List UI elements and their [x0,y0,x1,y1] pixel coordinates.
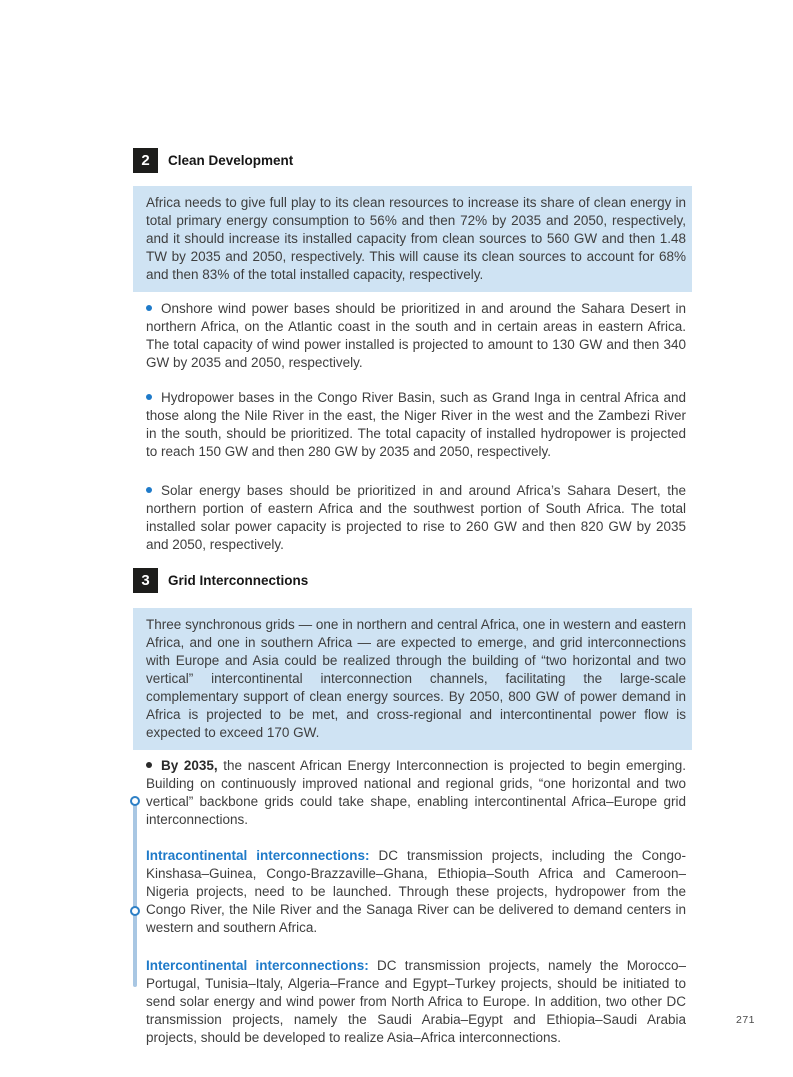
bullet-paragraph-solar [133,482,692,554]
section-number-badge: 3 [133,568,158,593]
paragraph-text: DC transmission projects, including the Congo-Kinshasa–Guinea, Congo-Brazzaville–Ghana, Ethiopia–South Africa and Cameroon–Nigeria projects, need to be launched. Through these projects, hydropower from the Congo River, the Nile River and the Sanaga River can be delivered to demand centers in western and southern Africa. [146,848,686,935]
paragraph-lead: Intracontinental interconnections: [146,848,370,863]
bullet-paragraph-by-2035 [133,757,692,829]
bullet-paragraph-hydro [133,389,692,461]
paragraph-text: DC transmission projects, namely the Morocco–Portugal, Tunisia–Italy, Algeria–France and Egypt–Turkey projects, should be initiated to send solar energy and wind power from North Africa to Europe. In addition, two other DC transmission projects, namely the Saudi Arabia–Egypt and Ethiopia–Saudi Arabia projects, should be developed to realize Asia–Africa interconnections. [146,958,686,1045]
highlight-box-clean-development: Africa needs to give full play to its clean resources to increase its share of clean energy in total primary energy consumption to 56% and then 72% by 2035 and 2050, respectively, and it should increase its installed capacity from clean sources to 560 GW and then 1.48 TW by 2035 and 2050, respectively. This will cause its clean sources to account for 68% and then 83% of the total installed capacity, respectively. [133,186,692,292]
side-marker-bar [133,801,137,987]
paragraph-text: Hydropower bases in the Congo River Basin, such as Grand Inga in central Africa and those along the Nile River in the east, the Niger River in the west and the Zambezi River in the south, should be prioritized. The total capacity of installed hydropower is projected to reach 150 GW and then 280 GW by 2035 and 2050, respectively. [146,390,686,459]
bullet-paragraph-wind [133,300,692,372]
section-header-clean-development [133,148,692,173]
paragraph-intercontinental [133,957,692,1047]
bullet-icon [146,394,152,400]
section-title: Grid Interconnections [168,572,309,588]
page-content [133,148,692,1047]
bullet-icon [146,762,152,768]
highlight-box-grid-interconnections: Three synchronous grids — one in northern and central Africa, one in western and eastern Africa, and one in southern Africa — are expected to emerge, and grid interconnections with Europe and Asia could be realized through the building of “two horizontal and two vertical” intercontinental interconnection channels, facilitating the large-scale complementary support of clean energy sources. By 2050, 800 GW of power demand in Africa is projected to be met, and cross-regional and intercontinental power flow is expected to exceed 170 GW. [133,608,692,750]
paragraph-text: the nascent African Energy Interconnection is projected to begin emerging. Building on continuously improved national and regional grids, “one horizontal and two vertical” backbone grids could take shape, enabling intercontinental Africa–Europe grid interconnections. [146,758,686,827]
section-header-grid-interconnections [133,568,692,593]
paragraph-text: Solar energy bases should be prioritized in and around Africa’s Sahara Desert, the northern portion of eastern Africa and the southwest portion of South Africa. The total installed solar power capacity is projected to rise to 260 GW and then 820 GW by 2035 and 2050, respectively. [146,483,686,552]
bullet-icon [146,305,152,311]
paragraph-lead: Intercontinental interconnections: [146,958,369,973]
paragraph-intracontinental [133,847,692,937]
section-title: Clean Development [168,152,294,168]
paragraph-lead: By 2035, [161,758,218,773]
ring-marker-icon [130,796,140,806]
bullet-icon [146,487,152,493]
section-number-badge: 2 [133,148,158,173]
page-number: 271 [736,1014,756,1026]
paragraph-text: Onshore wind power bases should be prioritized in and around the Sahara Desert in northern Africa, on the Atlantic coast in the south and in certain areas in eastern Africa. The total capacity of wind power installed is projected to amount to 130 GW and then 340 GW by 2035 and 2050, respectively. [146,301,686,370]
ring-marker-icon [130,906,140,916]
